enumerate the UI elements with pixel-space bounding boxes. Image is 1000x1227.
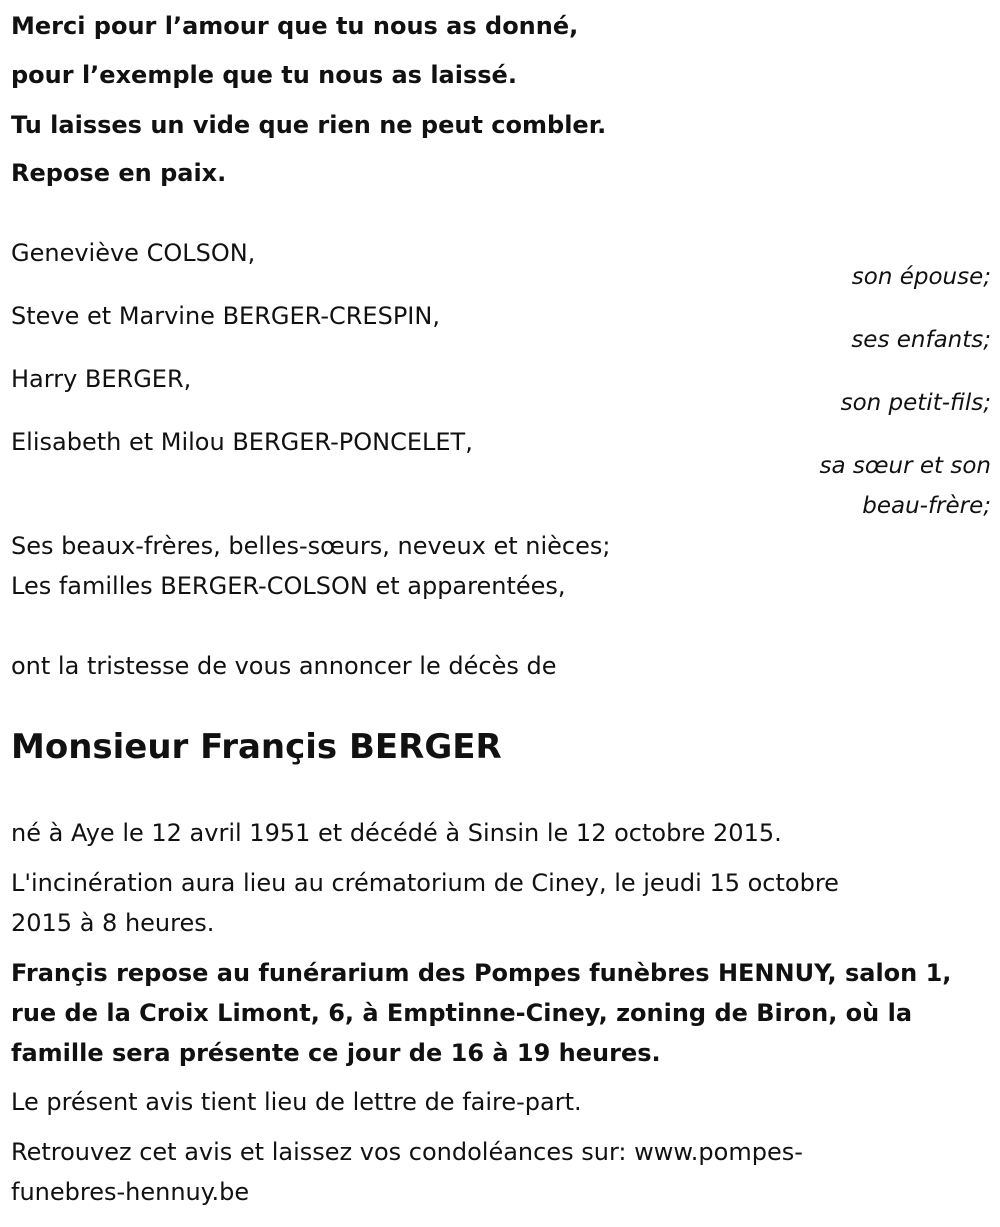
announcement-text: ont la tristesse de vous annoncer le décès de — [11, 652, 557, 680]
family-member-name: Harry BERGER, — [11, 365, 192, 393]
family-member-relation: beau-frère; — [862, 493, 991, 519]
cremation-info-line-2: 2015 à 8 heures. — [11, 909, 215, 937]
notice-text: Le présent avis tient lieu de lettre de faire-part. — [11, 1088, 582, 1116]
family-member-name: Steve et Marvine BERGER-CRESPIN, — [11, 302, 440, 330]
funeral-home-info-line-1: Françis repose au funérarium des Pompes funèbres HENNUY, salon 1, — [11, 959, 952, 987]
family-member-name: Elisabeth et Milou BERGER-PONCELET, — [11, 428, 473, 456]
deceased-name: Monsieur Françis BERGER — [11, 727, 502, 767]
cremation-info-line-1: L'incinération aura lieu au crématorium de Ciney, le jeudi 15 octobre — [11, 869, 839, 897]
poem-line-3: Tu laisses un vide que rien ne peut combler. — [11, 111, 607, 139]
family-member-relation: son petit-fils; — [840, 390, 991, 416]
poem-line-2: pour l’exemple que tu nous as laissé. — [11, 61, 517, 89]
birth-death-info: né à Aye le 12 avril 1951 et décédé à Sinsin le 12 octobre 2015. — [11, 819, 782, 847]
poem-line-4: Repose en paix. — [11, 159, 227, 187]
family-member-relation: son épouse; — [851, 264, 991, 290]
condolences-text-line-2: funebres-hennuy.be — [11, 1178, 250, 1206]
condolences-text-line-1: Retrouvez cet avis et laissez vos condoléances sur: www.pompes- — [11, 1138, 803, 1166]
family-member-relation: sa sœur et son — [819, 453, 991, 479]
family-member-name: Geneviève COLSON, — [11, 239, 256, 267]
funeral-home-info-line-2: rue de la Croix Limont, 6, à Emptinne-Ciney, zoning de Biron, où la — [11, 999, 913, 1027]
funeral-home-info-line-3: famille sera présente ce jour de 16 à 19 heures. — [11, 1039, 661, 1067]
family-member-relation: ses enfants; — [851, 327, 991, 353]
poem-line-1: Merci pour l’amour que tu nous as donné, — [11, 12, 579, 40]
extended-family-line-1: Ses beaux-frères, belles-sœurs, neveux et nièces; — [11, 532, 611, 560]
extended-family-line-2: Les familles BERGER-COLSON et apparentées, — [11, 572, 566, 600]
